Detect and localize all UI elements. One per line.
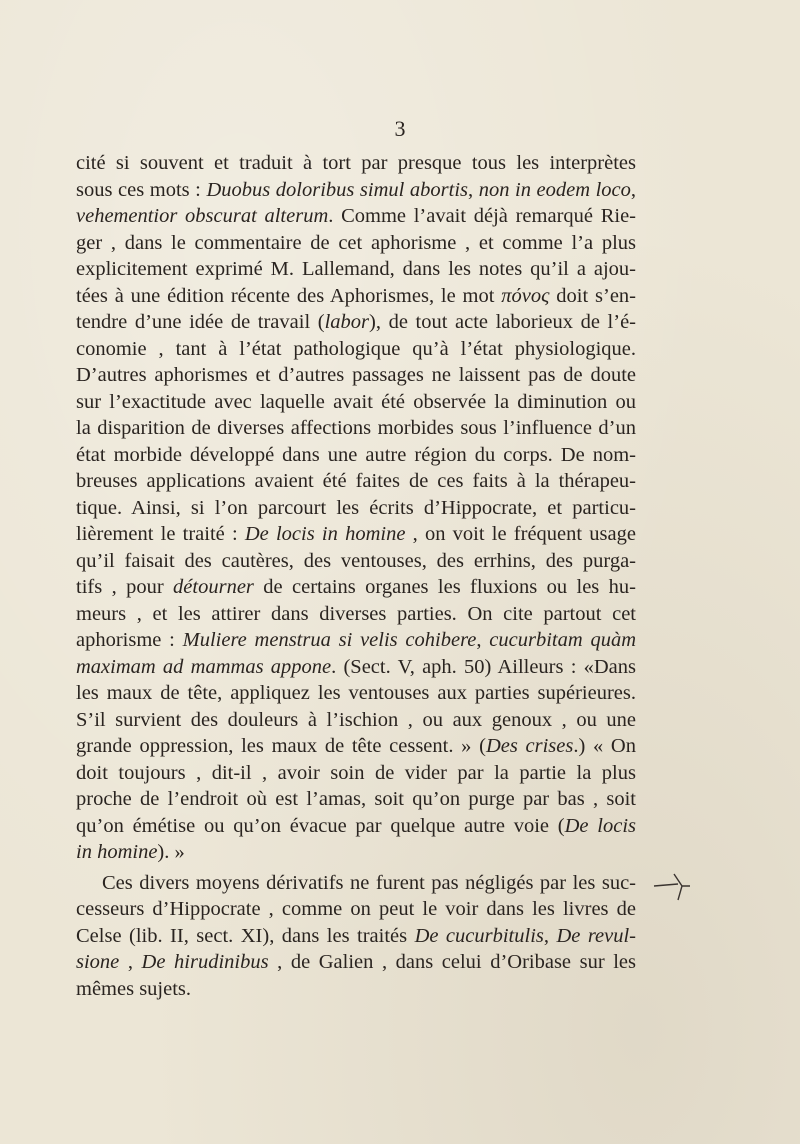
italic-text: labor xyxy=(324,311,370,333)
text-segment: aphorisme : xyxy=(76,629,183,651)
text-line xyxy=(76,442,636,469)
text-line xyxy=(76,177,636,204)
text-line xyxy=(76,601,636,628)
text-line xyxy=(76,468,636,495)
text-segment: , xyxy=(543,924,557,947)
text-segment: tées à une édition récente des Aphorismes, le mot xyxy=(76,284,502,307)
italic-text: De cucurbitulis xyxy=(414,924,544,947)
text-segment: conomie , tant à l’état pathologique qu’à l’état physiologique. xyxy=(76,337,636,360)
text-segment: cité si souvent et traduit à tort par presque tous les interprètes xyxy=(76,152,636,174)
text-line xyxy=(76,627,636,654)
text-line xyxy=(76,548,636,575)
text-line xyxy=(76,976,636,1003)
text-line xyxy=(76,813,636,840)
text-segment: , xyxy=(119,951,142,973)
text-segment: cesseurs d’Hippocrate , comme on peut le voir dans les livres de xyxy=(76,898,636,920)
text-line xyxy=(76,870,636,897)
paragraph xyxy=(76,870,636,1003)
text-line xyxy=(76,150,636,177)
text-line xyxy=(76,495,636,522)
text-segment: mêmes sujets. xyxy=(76,977,192,1000)
text-line xyxy=(76,786,636,813)
italic-text: cucurbitam quàm xyxy=(489,629,636,651)
text-segment: , xyxy=(476,629,490,651)
text-line xyxy=(76,309,636,336)
text-segment: , de Galien , dans celui d’Oribase sur les xyxy=(268,951,636,973)
text-segment: sous ces mots : xyxy=(76,178,207,201)
text-segment: Celse (lib. II, sect. XI), dans les traités xyxy=(76,924,415,947)
text-segment: S’il survient des douleurs à l’ischion , ou aux genoux , ou une xyxy=(76,708,636,731)
text-line xyxy=(76,923,636,950)
text-line xyxy=(76,839,636,866)
text-line xyxy=(76,362,636,389)
text-segment: , on voit le fréquent usage xyxy=(405,523,636,545)
italic-text: sione xyxy=(76,951,120,973)
text-segment: . Comme l’avait déjà remarqué Rie- xyxy=(328,205,636,227)
text-line xyxy=(76,389,636,416)
text-line xyxy=(76,896,636,923)
italic-text: Des crises xyxy=(485,735,574,757)
italic-text: De revul- xyxy=(556,924,637,947)
text-segment: qu’on émétise ou qu’on évacue par quelque autre voie ( xyxy=(76,814,565,837)
text-line xyxy=(76,949,636,976)
text-segment: . (Sect. V, aph. 50) Ailleurs : «Dans xyxy=(331,655,637,678)
text-segment: ), de tout acte laborieux de l’é- xyxy=(369,311,636,333)
text-line xyxy=(76,521,636,548)
text-line xyxy=(76,574,636,601)
text-line xyxy=(76,733,636,760)
body-text xyxy=(76,150,636,1002)
text-segment: doit s’en- xyxy=(549,284,636,307)
text-segment: sur l’exactitude avec laquelle avait été observée la diminution ou xyxy=(76,390,636,413)
italic-text: Muliere menstrua si velis cohibere xyxy=(182,629,477,651)
text-line xyxy=(76,415,636,442)
text-line xyxy=(76,336,636,363)
italic-text: vehementior obscurat alterum xyxy=(76,205,329,227)
text-segment: ger , dans le commentaire de cet aphorisme , et comme l’a plus xyxy=(76,231,636,254)
text-segment: tifs , pour xyxy=(76,576,174,598)
italic-text: πόνος xyxy=(501,284,550,307)
text-segment: tique. Ainsi, si l’on parcourt les écrits d’Hippocrate, et particu- xyxy=(76,496,636,519)
text-segment: .) « On xyxy=(573,735,636,757)
italic-text: non in eodem loco xyxy=(478,178,631,201)
text-segment: doit toujours , dit-il , avoir soin de vider par la partie la plus xyxy=(76,761,636,784)
text-line xyxy=(76,283,636,310)
text-line xyxy=(76,707,636,734)
text-segment: ). » xyxy=(157,841,185,863)
text-segment: , xyxy=(468,178,479,201)
text-segment: lièrement le traité : xyxy=(76,523,245,545)
text-segment: , xyxy=(630,178,636,201)
italic-text: Duobus doloribus simul abortis xyxy=(206,178,469,201)
text-segment: la disparition de diverses affections morbides sous l’influence d’un xyxy=(76,417,636,439)
text-segment: Ces divers moyens dérivatifs ne furent pas négligés par les suc- xyxy=(102,871,636,894)
text-line xyxy=(76,760,636,787)
text-segment: breuses applications avaient été faites de ces faits à la thérapeu- xyxy=(76,470,636,492)
italic-text: De locis in homine xyxy=(244,523,406,545)
text-segment: tendre d’une idée de travail ( xyxy=(76,311,325,333)
italic-text: De hirudinibus xyxy=(141,951,269,973)
text-line xyxy=(76,230,636,257)
text-segment: état morbide développé dans une autre région du corps. De nom- xyxy=(76,443,636,466)
italic-text: maximam ad mammas appone xyxy=(76,655,332,678)
italic-text: De locis xyxy=(564,814,637,837)
text-segment: meurs , et les attirer dans diverses parties. On cite partout cet xyxy=(76,602,636,625)
italic-text: in homine xyxy=(76,841,158,863)
text-line xyxy=(76,203,636,230)
page-number: 3 xyxy=(394,116,406,141)
italic-text: détourner xyxy=(173,576,254,598)
text-segment: de certains organes les fluxions ou les hu- xyxy=(253,576,636,598)
paragraph xyxy=(76,150,636,866)
text-segment: les maux de tête, appliquez les ventouses aux parties supérieures. xyxy=(76,682,636,704)
text-line xyxy=(76,256,636,283)
text-segment: grande oppression, les maux de tête cessent. » ( xyxy=(76,735,486,757)
text-segment: explicitement exprimé M. Lallemand, dans les notes qu’il a ajou- xyxy=(76,258,636,280)
text-segment: D’autres aphorismes et d’autres passages ne laissent pas de doute xyxy=(76,364,636,386)
text-line xyxy=(76,654,636,681)
text-line xyxy=(76,680,636,707)
text-segment: proche de l’endroit où est l’amas, soit qu’on purge par bas , soit xyxy=(76,788,636,810)
text-segment: qu’il faisait des cautères, des ventouses, des errhins, des purga- xyxy=(76,549,636,572)
margin-mark-icon xyxy=(652,868,692,904)
